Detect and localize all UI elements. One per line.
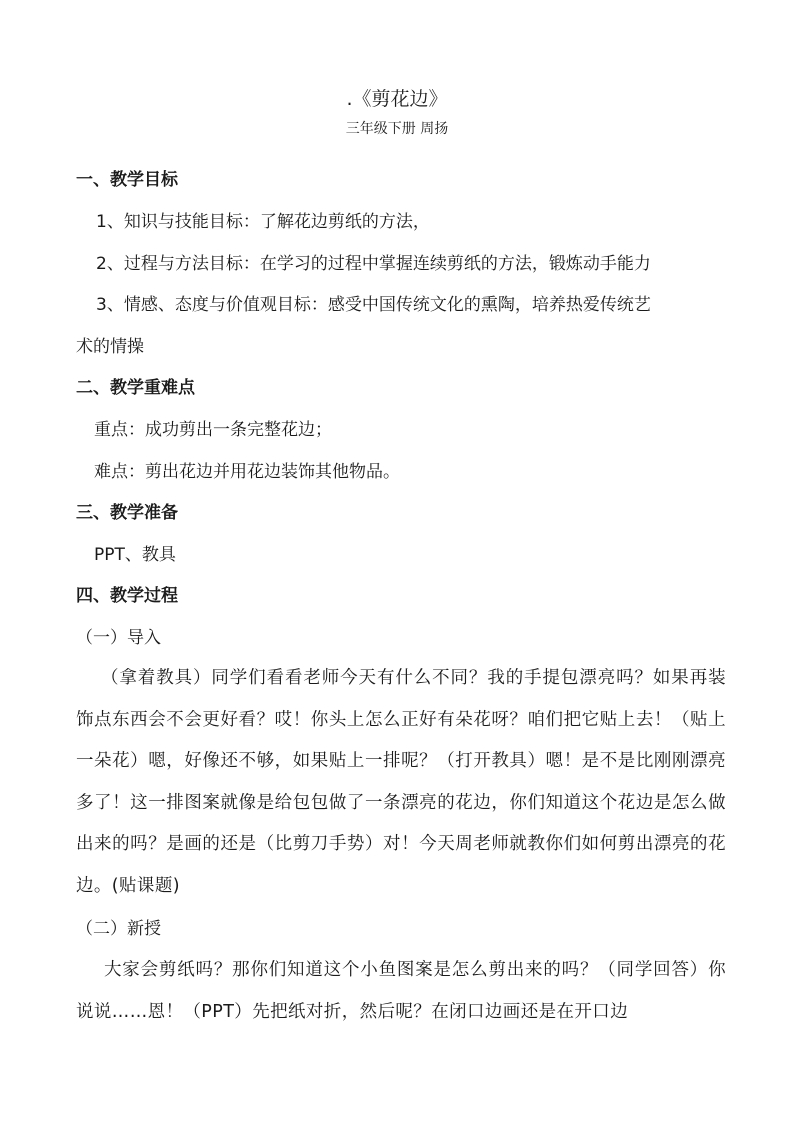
section-heading-keypoints: 二、教学重难点 — [76, 378, 195, 398]
section-heading-preparation: 三、教学准备 — [76, 503, 178, 523]
subsection-heading-newlesson: （二）新授 — [76, 919, 161, 939]
goal-item-3: 3、情感、态度与价值观目标：感受中国传统文化的熏陶，培养热爱传统艺 — [96, 295, 651, 315]
preparation-text: PPT、教具 — [94, 545, 176, 565]
document-title: .《剪花边》 — [346, 88, 448, 110]
subsection-heading-intro: （一）导入 — [76, 628, 161, 648]
section-heading-process: 四、教学过程 — [76, 586, 178, 606]
newlesson-paragraph: 大家会剪纸吗？那你们知道这个小鱼图案是怎么剪出来的吗？（同学回答）你说说……恩！（PPT）先把纸对折，然后呢？在闭口边画还是在开口边 — [76, 960, 726, 1022]
difficult-point: 难点：剪出花边并用花边装饰其他物品。 — [94, 462, 400, 482]
key-point: 重点：成功剪出一条完整花边； — [94, 420, 332, 440]
document-subtitle: 三年级下册 周扬 — [345, 121, 449, 137]
goal-item-1: 1、知识与技能目标：了解花边剪纸的方法， — [96, 212, 430, 232]
goal-item-2: 2、过程与方法目标：在学习的过程中掌握连续剪纸的方法，锻炼动手能力 — [96, 254, 651, 274]
goal-item-3-continued: 术的情操 — [76, 337, 144, 357]
section-heading-goals: 一、教学目标 — [76, 170, 178, 190]
intro-paragraph: （拿着教具）同学们看看老师今天有什么不同？我的手提包漂亮吗？如果再装饰点东西会不会更好看？哎！你头上怎么正好有朵花呀？咱们把它贴上去！（贴上一朵花）嗯，好像还不够，如果贴上一排呢？（打开教具）嗯！是不是比刚刚漂亮多了！这一排图案就像是给包包做了一条漂亮的花边，你们知道这个花边是怎么做出来的吗？是画的还是（比剪刀手势）对！今天周老师就教你们如何剪出漂亮的花边。(贴课题) — [76, 668, 726, 896]
